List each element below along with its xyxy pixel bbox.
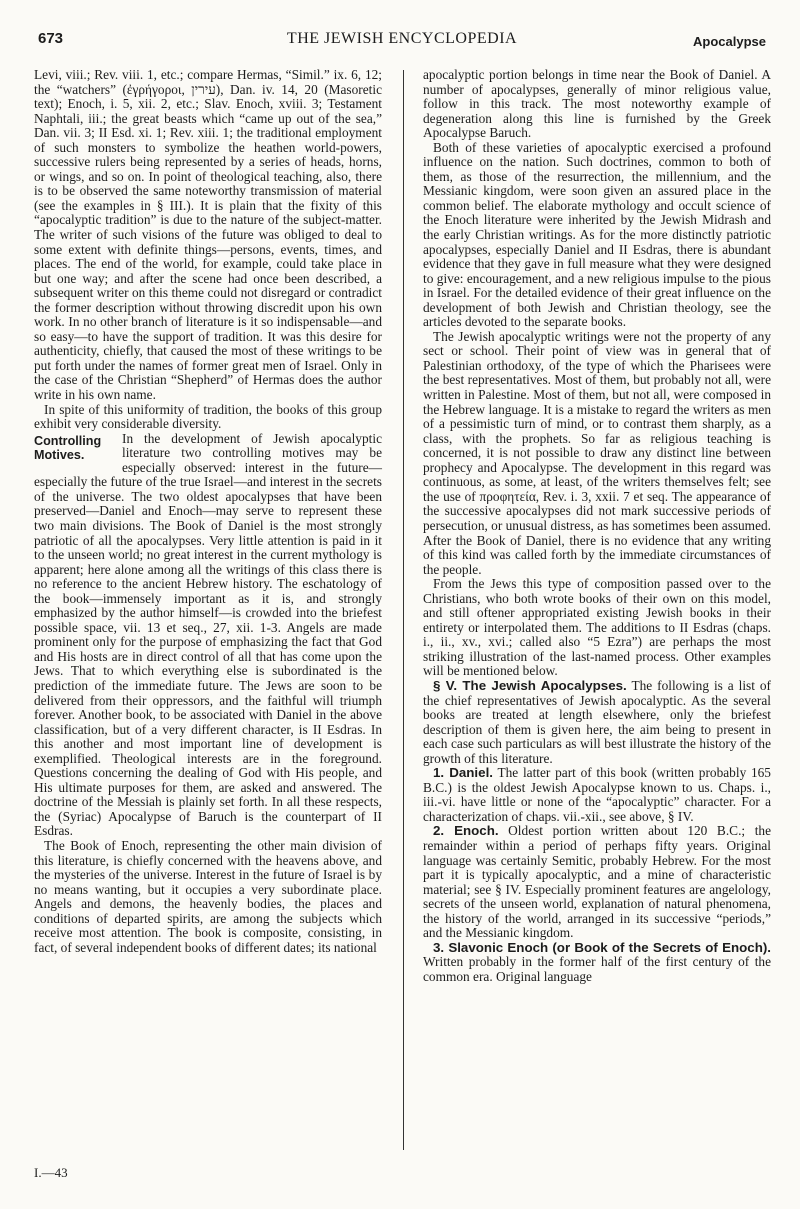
page-header xyxy=(38,30,766,54)
list-item xyxy=(423,766,771,824)
paragraph-text: The following is a list of the chief representatives of Jewish apocalyptic. As the several books are treated at length elsewhere, only the briefest description of them is given here, the aim being to present in each case such particulars as will best illustrate the history of the growth of this literature. xyxy=(423,677,771,766)
paragraph: The Book of Enoch, representing the other main division of this literature, is chiefly concerned with the heavens above, and the mysteries of the universe. Interest in the future of Israel is by no means wanting, but it occupies a very subordinate place. Angels and demons, the heavenly bodies, the places and conditions of departed spirits, are among the subjects which receive most attention. The book is composite, consisting, in fact, of several independent books of different dates; its national xyxy=(34,837,382,955)
running-title: THE JEWISH ENCYCLOPEDIA xyxy=(286,30,518,47)
item-heading: 1. Daniel. xyxy=(433,765,493,781)
list-item xyxy=(423,941,771,985)
paragraph: Both of these varieties of apocalyptic exercised a profound influence on the nation. Such doctrines, common to both of them, as those of the resurrection, the millennium, and the Messianic kingdom, were soon given an assured place in the common belief. The elaborate mythology and occult science of the Enoch literature were inherited by the Jewish Midrash and the early Christian writings. As for the more distinctly patriotic apocalypses, especially Daniel and II Esdras, there is abundant evidence that they gave in full measure what they were designed to give: encouragement, and a new religious impulse to the pious in Israel. For the detailed evidence of their great influence on the development of both Jewish and Christian theology, see the articles devoted to the separate books. xyxy=(423,139,771,330)
paragraph: In the development of Jewish apocalyptic literature two controlling motives may be especially observed: interest in the future—especially the future of the true Israel—and interest in the secrets of the universe. The two oldest apocalypses that have been preserved—Daniel and Enoch—may serve to represent these two main divisions. The Book of Daniel is the most strongly patriotic of all the apocalypses. Very little attention is paid in it to the unseen world; no great interest in the current mythology is apparent; here alone among all the writings of this class there is no reference to the ancient Hebrew history. The eschatology of the book—immensely important as it is, and strongly emphasized by the author himself—is crowded into the briefest possible space, vii. 13 et seq., 27, xii. 1-3. Angels are made prominent only for the purpose of emphasizing the fact that God and His hosts are in direct control of all that has come upon the Jews. That to which everything else is subordinated is the prediction of the immediate future. The Jews are soon to be delivered from their oppressors, and the faithful will triumph forever. Another book, to be associated with Daniel in the above classification, but of a very different character, is II Esdras. In this another and most important line of development is exemplified. Theological interests are in the foreground. Questions concerning the dealing of God with His people, and His ultimate purposes for them, are asked and answered. The doctrine of the Messiah is plainly set forth. In all these respects, the (Syriac) Apocalypse of Baruch is the counterpart of II Esdras. xyxy=(34,430,382,839)
side-heading: Controlling Motives. xyxy=(34,433,102,463)
paragraph: From the Jews this type of composition passed over to the Christians, who both wrote books of their own on this model, and still oftener appropriated existing Jewish books in their entirety or interpolated them. The additions to II Esdras (chaps. i., ii., xv., xvi.; called also “5 Ezra”) are perhaps the most striking illustration of the last-named process. Other examples will be mentioned below. xyxy=(423,576,771,679)
item-text: The latter part of this book (written probably 165 B.C.) is the oldest Jewish Apocalypse known to us. Chaps. i., iii.-vi. have little or none of the “apocalyptic” character. For a characterization of chaps. vii.-xii., see above, § IV. xyxy=(423,765,771,824)
section-heading: § V. The Jewish Apocalypses. xyxy=(433,677,627,693)
column-divider xyxy=(403,70,404,1150)
paragraph: The Jewish apocalyptic writings were not the property of any sect or school. Their point of view was in general that of Palestinian orthodoxy, of the type of which the Pharisees were the best representatives. Most of them, but probably not all, were written in Palestine. Most of them, but not all, were composed in the Hebrew language. It is a mistake to regard the writers as men of a pessimistic turn of mind, or to contrast them sharply, as a class, with the prophets. So far as religious teaching is concerned, it is not possible to draw any distinct line between prophecy and Apocalypse. The development in this regard was continuous, as some, at least, of the writers themselves felt; see the use of προφητεία, Rev. i. 3, xxii. 7 et seq. The appearance of the successive apocalypses did not mark successive periods of persecution, or unusual distress, as has sometimes been assumed. After the Book of Daniel, there is no evidence that any writing of this kind was called forth by the immediate circumstances of the people. xyxy=(423,328,771,577)
item-text: Oldest portion written about 120 B.C.; the remainder within a period of perhaps fifty years. Original language was certainly Semitic, probably Hebrew. For the most part it is typically apocalyptic, and a mine of characteristic material; see § IV. Especially prominent features are angelology, secrets of the unseen world, explanation of natural phenomena, the history of the world, arranged in its successive “periods,” and the Messianic kingdom. xyxy=(423,823,771,941)
item-heading: 3. Slavonic Enoch (or Book of the Secrets of Enoch). xyxy=(433,939,771,955)
page-number: 673 xyxy=(38,30,64,47)
right-column xyxy=(423,68,771,1178)
section-paragraph xyxy=(423,679,771,766)
list-item xyxy=(423,824,771,940)
paragraph: apocalyptic portion belongs in time near the Book of Daniel. A number of apocalypses, generally of minor religious value, follow in this track. The most noteworthy example of degeneration along this line is furnished by the Greek Apocalypse Baruch. xyxy=(423,67,771,141)
article-tag: Apocalypse xyxy=(693,34,766,49)
left-column xyxy=(34,68,382,1178)
paragraph: Levi, viii.; Rev. viii. 1, etc.; compare Hermas, “Simil.” ix. 6, 12; the “watchers” (ἐγρήγοροι, עירין), Dan. iv. 14, 20 (Masoretic text); Enoch, i. 5, xii. 2, etc.; Slav. Enoch, xviii. 3; Testament Naphtali, iii.; the great beasts which “came up out of the sea,” Dan. vii. 3; II Esd. xi. 1; Rev. xiii. 1; the traditional employment of such monsters to symbolize the heathen world-powers, successive rulers being represented by a series of heads, horns, or wings, and so on. In point of theological teaching, also, there is to be observed the same noteworthy transmission of material (see the examples in § III.). It is plain that the fixity of this “apocalyptic tradition” is due to the nature of the subject-matter. The writer of such visions of the future was obliged to deal to some extent with definite things—persons, events, times, and places. The end of the world, for example, could take place in but one way; and after the scene had once been described, a subsequent writer on this theme could not disregard or contradict the former description without throwing discredit upon his own work. In no other branch of literature is it so indispensable—and so easy—to have the support of tradition. It was this desire for authenticity, chiefly, that caused the most of these writings to be put forth under the names of former great men of Israel. Only in the case of the Christian “Shepherd” of Hermas does the author write in his own name. xyxy=(34,67,382,403)
item-text: Written probably in the former half of the first century of the common era. Original language xyxy=(423,954,771,984)
paragraph: In spite of this uniformity of tradition, the books of this group exhibit very considerable diversity. xyxy=(34,401,382,432)
item-heading: 2. Enoch. xyxy=(433,823,499,839)
signature-mark: I.—43 xyxy=(34,1165,68,1180)
